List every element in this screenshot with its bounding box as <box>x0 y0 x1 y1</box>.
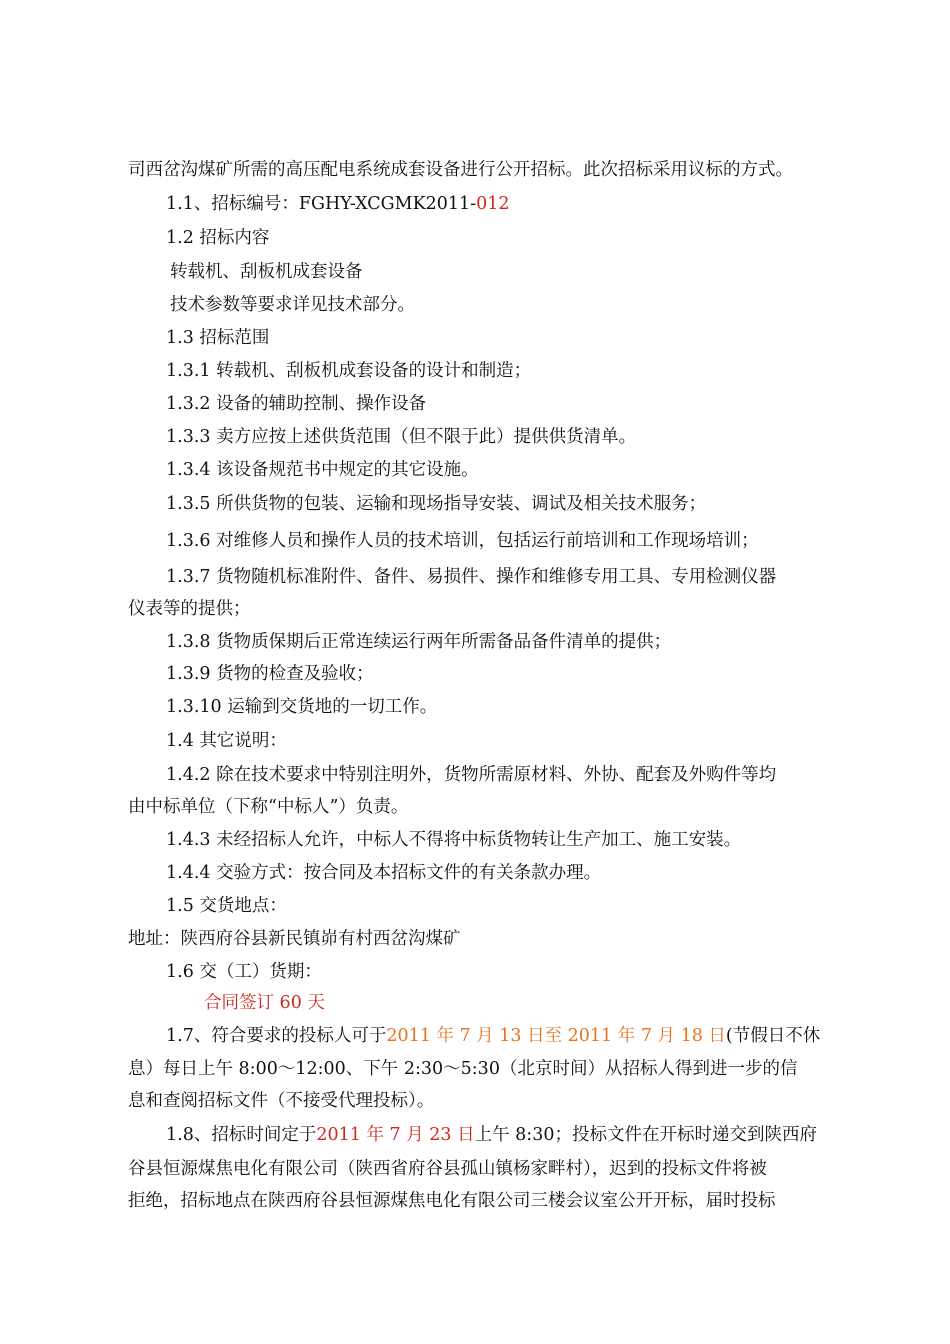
tender-number-line <box>166 192 510 216</box>
paragraph-line: 息）每日上午 8:00～12:00、下午 2:30～5:30（北京时间）从招标人得到进一步的信 <box>128 1059 798 1079</box>
list-item-continuation: 仪表等的提供； <box>128 599 251 619</box>
list-item: 1.3.7 货物随机标准附件、备件、易损件、操作和维修专用工具、专用检测仪器 <box>166 567 777 587</box>
list-item: 1.3.1 转载机、刮板机成套设备的设计和制造； <box>166 361 532 381</box>
list-item: 1.3.5 所供货物的包装、运输和现场指导安装、调试及相关技术服务； <box>166 494 707 514</box>
tender-time-detail: 上午 8:30；投标文件在开标时递交到陕西府 <box>474 1125 817 1145</box>
tender-number-label: 1.1、招标编号：FGHY-XCGMK2011- <box>166 194 477 214</box>
list-item: 1.3.2 设备的辅助控制、操作设备 <box>166 394 427 414</box>
paragraph-line: 转载机、刮板机成套设备 <box>170 262 363 282</box>
bid-period-note: (节假日不休 <box>725 1026 821 1046</box>
list-item: 1.3.8 货物质保期后正常连续运行两年所需备品备件清单的提供； <box>166 632 672 652</box>
bid-period-dates: 2011 年 7 月 13 日至 2011 年 7 月 18 日 <box>386 1026 726 1046</box>
list-item: 1.4.2 除在技术要求中特别注明外，货物所需原材料、外协、配套及外购件等均 <box>166 765 777 785</box>
paragraph-line: 司西岔沟煤矿所需的高压配电系统成套设备进行公开招标。此次招标采用议标的方式。 <box>128 160 793 180</box>
list-item: 1.3.4 该设备规范书中规定的其它设施。 <box>166 460 479 480</box>
list-item: 1.3.3 卖方应按上述供货范围（但不限于此）提供供货清单。 <box>166 427 637 447</box>
delivery-period: 合同签订 60 天 <box>204 993 325 1013</box>
tender-date: 2011 年 7 月 23 日 <box>316 1125 475 1145</box>
section-heading: 1.2 招标内容 <box>166 228 270 248</box>
tender-time-line <box>166 1123 817 1147</box>
section-heading: 1.4 其它说明： <box>166 731 287 751</box>
section-heading: 1.6 交（工）货期： <box>166 962 322 982</box>
paragraph-line: 拒绝，招标地点在陕西府谷县恒源煤焦电化有限公司三楼会议室公开开标，届时投标 <box>128 1191 776 1211</box>
list-item: 1.3.9 货物的检查及验收； <box>166 664 374 684</box>
bid-period-label: 1.7、符合要求的投标人可于 <box>166 1026 387 1046</box>
address-line: 地址：陕西府谷县新民镇峁有村西岔沟煤矿 <box>128 929 461 949</box>
bid-period-line <box>166 1024 820 1048</box>
tender-time-label: 1.8、招标时间定于 <box>166 1125 317 1145</box>
section-heading: 1.5 交货地点： <box>166 896 287 916</box>
list-item: 1.4.3 未经招标人允许，中标人不得将中标货物转让生产加工、施工安装。 <box>166 830 742 850</box>
tender-number-suffix: 012 <box>476 194 510 214</box>
paragraph-line: 谷县恒源煤焦电化有限公司（陕西省府谷县孤山镇杨家畔村），迟到的投标文件将被 <box>128 1159 767 1179</box>
section-heading: 1.3 招标范围 <box>166 328 270 348</box>
paragraph-line: 技术参数等要求详见技术部分。 <box>170 295 415 315</box>
list-item-continuation: 由中标单位（下称“中标人”）负责。 <box>128 797 409 817</box>
list-item: 1.3.10 运输到交货地的一切工作。 <box>166 697 438 717</box>
list-item: 1.3.6 对维修人员和操作人员的技术培训，包括运行前培训和工作现场培训； <box>166 531 759 551</box>
paragraph-line: 息和查阅招标文件（不接受代理投标）。 <box>128 1091 435 1111</box>
list-item: 1.4.4 交验方式：按合同及本招标文件的有关条款办理。 <box>166 863 602 883</box>
